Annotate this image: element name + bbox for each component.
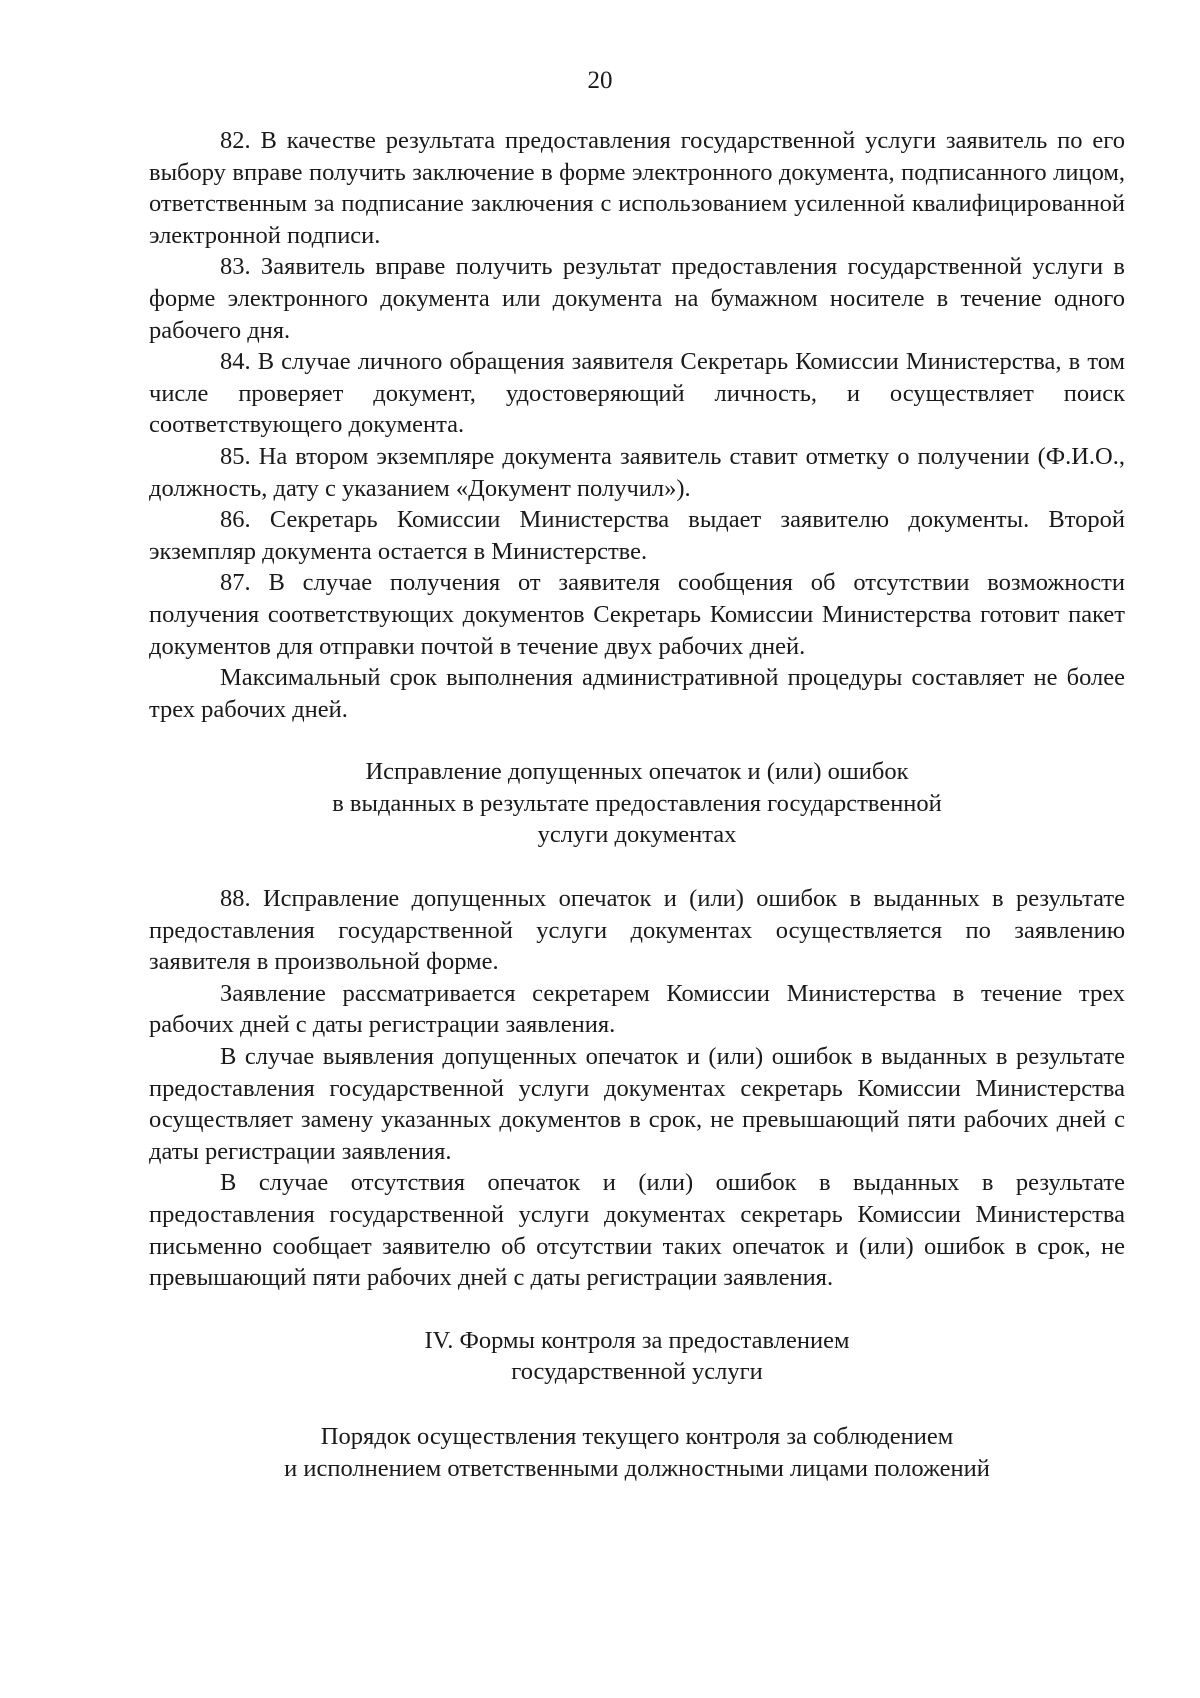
section-heading-current-control bbox=[149, 1421, 1125, 1484]
paragraph-errors-found: В случае выявления допущенных опечаток и (или) ошибок в выданных в результате предоставления государственной услуги документах секретарь Комиссии Министерства осуществляет замену указанных документов в срок, не превышающий пяти рабочих дней с даты регистрации заявления. bbox=[149, 1043, 1125, 1165]
paragraph-max-term: Максимальный срок выполнения административной процедуры составляет не более трех рабочих дней. bbox=[149, 664, 1125, 723]
paragraph-no-errors: В случае отсутствия опечаток и (или) ошибок в выданных в результате предоставления государственной услуги документах секретарь Комиссии Министерства письменно сообщает заявителю об отсутствии таких опечаток и (или) ошибок в срок, не превышающий пяти рабочих дней с даты регистрации заявления. bbox=[149, 1169, 1125, 1292]
heading-line: IV. Формы контроля за предоставлением bbox=[424, 1326, 850, 1354]
heading-line: в выданных в результате предоставления государственной bbox=[332, 789, 942, 817]
heading-line: Порядок осуществления текущего контроля за соблюдением bbox=[320, 1422, 954, 1450]
section-heading-corrections bbox=[149, 756, 1125, 851]
paragraph-82: 82. В качестве результата предоставления государственной услуги заявитель по его выбору вправе получить заключение в форме электронного документа, подписанного лицом, ответственным за подписание заключения с использованием усиленной квалифицированной электронной подписи. bbox=[149, 127, 1125, 249]
paragraph-83: 83. Заявитель вправе получить результат предоставления государственной услуги в форме электронного документа или документа на бумажном носителе в течение одного рабочего дня. bbox=[149, 253, 1125, 344]
paragraph-88: 88. Исправление допущенных опечаток и (или) ошибок в выданных в результате предоставления государственной услуги документах осуществляется по заявлению заявителя в произвольной форме. bbox=[149, 885, 1125, 976]
paragraph-84: 84. В случае личного обращения заявителя Секретарь Комиссии Министерства, в том числе проверяет документ, удостоверяющий личность, и осуществляет поиск соответствующего документа. bbox=[149, 348, 1125, 439]
paragraph-application: Заявление рассматривается секретарем Комиссии Министерства в течение трех рабочих дней с даты регистрации заявления. bbox=[149, 979, 1125, 1039]
page-number: 20 bbox=[587, 67, 613, 94]
section-heading-iv bbox=[149, 1325, 1125, 1388]
paragraph-85: 85. На втором экземпляре документа заявитель ставит отметку о получении (Ф.И.О., должность, дату с указанием «Документ получил»). bbox=[149, 442, 1125, 502]
paragraph-86: 86. Секретарь Комиссии Министерства выдает заявителю документы. Второй экземпляр документа остается в Министерстве. bbox=[149, 506, 1125, 565]
heading-line: услуги документах bbox=[537, 821, 737, 849]
paragraph-87: 87. В случае получения от заявителя сообщения об отсутствии возможности получения соответствующих документов Секретарь Комиссии Министерства готовит пакет документов для отправки почтой в течение двух рабочих дней. bbox=[149, 569, 1125, 660]
heading-line: государственной услуги bbox=[511, 1358, 763, 1386]
heading-line: и исполнением ответственными должностными лицами положений bbox=[284, 1454, 990, 1482]
document-body bbox=[149, 125, 1125, 1484]
heading-line: Исправление допущенных опечаток и (или) ошибок bbox=[365, 758, 909, 786]
